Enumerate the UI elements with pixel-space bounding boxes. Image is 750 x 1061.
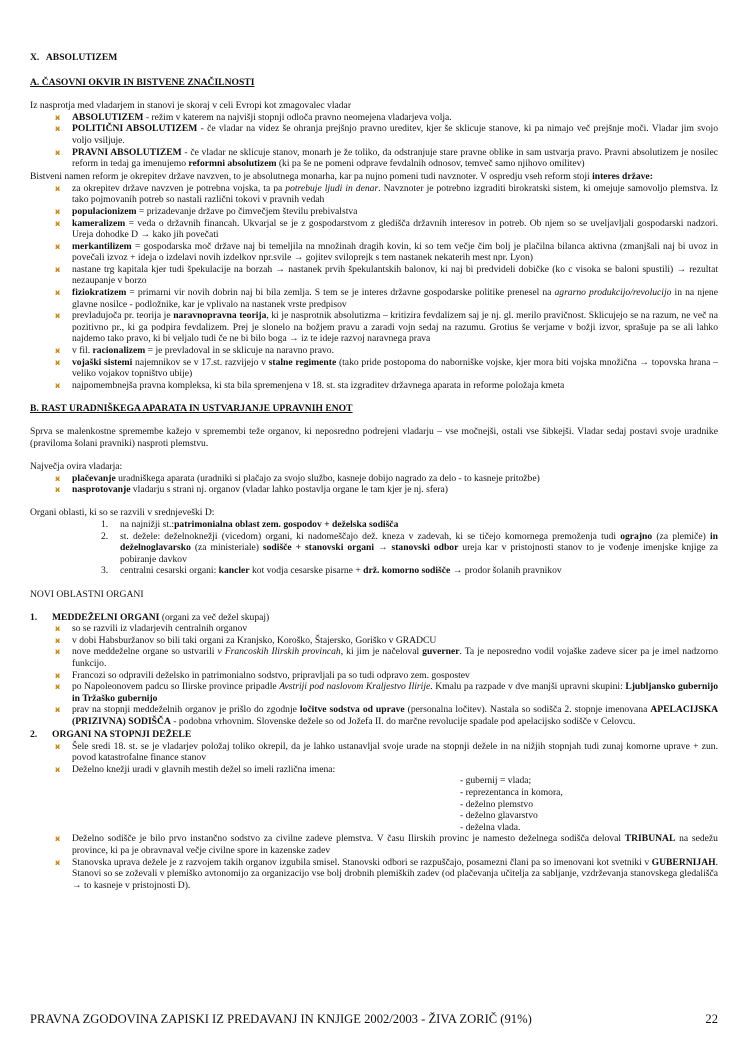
list-item — [55, 263, 718, 287]
bullet-icon: ӿ — [55, 346, 61, 356]
section-b-heading: B. RAST URADNIŠKEGA APARATA IN USTVARJANJE UPRAVNIH ENOT — [30, 403, 353, 414]
italic-text: agrarno produkcijo/revolucijo — [554, 287, 672, 299]
list-item-text — [72, 741, 718, 764]
office-name: - deželno glavarstvo — [460, 810, 538, 822]
bold-text: patrimonialna oblast zem. gospodov + deželska sodišča — [174, 518, 399, 530]
bullet-icon: ӿ — [55, 635, 61, 645]
list-item — [55, 205, 718, 218]
complexes-list — [30, 380, 718, 392]
list-item — [55, 356, 718, 380]
list-item-text — [72, 764, 335, 775]
text-run: centralni cesarski organi: — [120, 565, 219, 577]
organs-label — [30, 507, 718, 519]
list-item-text — [72, 670, 470, 681]
chapter-title — [30, 52, 718, 64]
item-number: 2. — [101, 530, 109, 542]
list-item — [55, 634, 718, 647]
bold-text: stalne regimente — [268, 356, 337, 368]
list-item — [55, 217, 718, 241]
list-item — [55, 345, 718, 357]
text-run: = primarni vir novih dobrin naj bi bila zemlja. S tem se je interes državne gospodarske politike prenesel na — [126, 287, 555, 299]
office-names-list — [30, 775, 718, 833]
text-run: = veda o državnih financah. Ukvarjal se je z gospodarstvom z gledišča državnih interesov in potreb. Ob njem so se uveljavljali gospodarski nadzori. Ureja dohodke D → kako jih povečati — [72, 217, 718, 241]
item-text — [120, 519, 398, 530]
list-item — [55, 669, 718, 682]
text-run: in na njene glavne nosilce - podložnike, kar je vplivalo na nastanek vrste predpisov — [72, 287, 718, 310]
text-run: Deželno sodišče je bilo prvo instančno sodstvo za civilne zadeve plemstva. V času Ilirskih provinc je namesto deželnega sodišča deloval — [72, 833, 625, 845]
bold-text: GUBERNIJAH — [651, 856, 716, 868]
list-item-text — [72, 287, 718, 310]
text-run: = gospodarska moč države naj bi temeljila na množinah dragih kovin, ki so tem večje čim bolj je plačilna bilanca aktivna (zmanjšali naj bi uvoz in povečali izvoz + ideja o izdelavi novih izdelkov npr.svile → gojitev sviloprejk s tem nastanek nekaterih mest npr. Lyon) — [72, 240, 718, 264]
text-run: → prodor šolanih pravnikov — [450, 565, 562, 577]
list-item-text — [72, 857, 718, 891]
bold-text: drž. komorno sodišče — [363, 565, 451, 577]
bullet-icon: ӿ — [55, 764, 61, 774]
bullet-icon: ӿ — [55, 624, 61, 634]
bullet-icon: ӿ — [55, 147, 61, 157]
list-item-text — [72, 264, 718, 287]
bold-text: plačevanje — [72, 472, 116, 484]
text-run: Največja ovira vladarja: — [30, 460, 123, 472]
list-item-text — [72, 112, 452, 123]
italic-text: potrebuje ljudi in denar — [285, 182, 379, 194]
text-run: (za ministeriale) — [190, 542, 263, 554]
bold-text: PRAVNI ABSOLUTIZEM — [72, 146, 182, 158]
text-run: . Kmalu pa razpade v dve manjši upravni skupini: — [430, 681, 626, 693]
text-run: (personalna ločitev). Nastala so sodišča 2. stopnje imenovana — [404, 704, 651, 716]
reform-aim — [30, 171, 718, 183]
bold-text: TRIBUNAL — [624, 833, 676, 845]
italic-text: Avstriji pod naslovom Kraljestvo Ilirije — [279, 681, 431, 693]
text-run: nastane trg kapitala kjer tudi špekulacije na borzah → nastanek prvih špekulantskih balonov, ki naj bi predvideli dobičke (ko c visoka se baloni spustili) → rezultat nezaupanje v borzo — [72, 263, 718, 287]
text-run: najemnikov se v 17.st. razvijejo v — [132, 356, 269, 368]
section-number: 1. — [30, 611, 38, 623]
numbered-item — [101, 565, 718, 577]
aim-list — [30, 183, 718, 206]
document-page — [30, 52, 718, 891]
italic-text: v Francoskih Ilirskih provincah — [217, 646, 341, 658]
text-run: v dobi Habsburžanov so bili taki organi za Kranjsko, Koroško, Štajersko, Goriško v GRADCU — [72, 634, 437, 646]
office-name: - gubernij = vlada; — [460, 775, 532, 787]
bullet-icon: ӿ — [55, 288, 61, 298]
list-item-text — [72, 380, 564, 391]
text-run: Šele sredi 18. st. se je vladarjev položaj toliko okrepil, da je lahko ustanavljal svoje urade na stopnji dežele in na nižjih stopnjah tudi zunaj komorne uprave + zun. povod katastrofalne finance stanov — [72, 740, 718, 764]
list-item — [55, 310, 718, 345]
bold-text: in deželnoglavarsko — [120, 530, 718, 554]
military-list — [30, 357, 718, 380]
bullet-icon: ӿ — [55, 183, 61, 193]
list-item-text — [72, 357, 718, 380]
item-text — [120, 565, 562, 576]
bold-text: fiziokratizem — [72, 287, 127, 299]
list-item-text — [72, 473, 540, 484]
bullet-icon: ӿ — [55, 206, 61, 216]
bold-text: nasprotovanje — [72, 484, 131, 496]
bullet-icon: ӿ — [55, 241, 61, 251]
bold-text: ograjno — [620, 530, 653, 542]
bold-text: racionalizem — [92, 345, 146, 357]
list-item — [55, 379, 718, 392]
bold-text: Ljubljansko gubernijo in Tržaško gubernijo — [72, 681, 718, 704]
list-item — [55, 856, 718, 892]
list-item-text — [72, 833, 718, 856]
list-item — [55, 111, 718, 124]
text-run: (ki pa še ne pomeni odprave fevdalnih odnosov, temveč samo njihovo omilitev) — [276, 158, 585, 170]
text-run: na najnižji st.: — [120, 518, 175, 530]
text-run: nove meddeželne organe so ustvarili — [72, 646, 218, 658]
section-a-heading: A. ČASOVNI OKVIR IN BISTVENE ZNAČILNOSTI — [30, 76, 255, 88]
text-run: - če vladar na videz še ohranja prejšnjo pravno ureditev, kjer še sklicuje stanove, ki pa nimajo več prejšnje moči. Vladar jim svojo voljo vsiljuje. — [72, 123, 718, 146]
list-item-text — [72, 218, 718, 241]
text-run: za okrepitev države navzven je potrebna vojska, ta pa — [72, 182, 286, 194]
page-number: 22 — [705, 1012, 718, 1026]
list-item-text — [72, 206, 357, 217]
bold-text: ločitve sodstva od uprave — [299, 704, 405, 716]
item-text — [120, 531, 718, 565]
footer-text: PRAVNA ZGODOVINA ZAPISKI IZ PREDAVANJ IN KNJIGE 2002/2003 - ŽIVA ZORIČ (91%) — [30, 1012, 532, 1026]
text-run: . Stanovi so se zoževali v plemiško avtonomijo za organizacijo vse bolj drobnih plemiških zadev (od plačevanja učitelja za sabljanje, vzdrževanja stanovskega gledališča → to kasneje v pristojnosti D). — [72, 856, 718, 891]
list-item-text — [72, 646, 718, 669]
text-run: = prizadevanje države po čimvečjem številu prebivalstva — [136, 205, 358, 217]
text-run: vladarju s strani nj. organov (vladar lahko postavlja organe le tam kjer je nj. sfera) — [130, 484, 448, 496]
list-item-text — [72, 635, 436, 646]
office-name: - reprezentanca in komora, — [460, 786, 563, 798]
list-item — [55, 833, 718, 856]
obstacles-list — [30, 473, 718, 496]
item-number: 3. — [101, 565, 109, 577]
list-item — [55, 763, 718, 776]
list-item-text — [72, 310, 718, 344]
section-a-intro — [30, 100, 718, 112]
text-run: - če vladar ne sklicuje stanov, monarh je že toliko, da odstranjuje stare pravne oblike in sam ustvarja pravo. Pravni absolutizem je nosilec reform in tedaj ga imenujemo — [72, 146, 718, 170]
bold-text: interes države: — [592, 171, 653, 183]
list-item-text — [72, 623, 247, 634]
bullet-icon: ӿ — [55, 311, 61, 321]
currents-list — [30, 206, 718, 310]
text-run: Francozi so odpravili deželsko in patrimonialno sodstvo, pripravljali pa so tudi odpravo zem. gospostev — [72, 669, 470, 681]
bold-text: populacionizem — [72, 205, 137, 217]
item-number: 1. — [101, 518, 109, 530]
list-item-text — [72, 484, 448, 495]
page-footer — [30, 1012, 718, 1027]
list-item-text — [72, 147, 718, 170]
text-run: najpomembnejša pravna kompleksa, ki sta bila spremenjena v 18. st. sta izgraditev državnega aparata in reforme položaja kmeta — [72, 379, 565, 391]
land-organs-list-b — [30, 833, 718, 891]
chapter-number: X. — [30, 52, 40, 63]
text-run: - podobna vrhovnim. Slovenske dežele so od Jožefa II. do marčne revolucije spadale pod apelacijsko sodišče v Celovcu. — [170, 716, 636, 728]
bullet-icon: ӿ — [55, 264, 61, 274]
bullet-icon: ӿ — [55, 473, 61, 483]
numbered-item — [101, 518, 718, 531]
bullet-icon: ӿ — [55, 834, 61, 844]
section-subtitle: (organi za več dežel skupaj) — [159, 611, 270, 623]
new-organs-heading: NOVI OBLASTNI ORGANI — [30, 588, 144, 600]
theory-list — [30, 310, 718, 356]
bullet-icon: ӿ — [55, 857, 61, 867]
bold-text: kameralizem — [72, 217, 126, 229]
list-item — [55, 484, 718, 496]
bold-text: naravnopravna teorija — [173, 310, 267, 322]
text-run: Stanovska uprava dežele je z razvojem takih organov izgubila smisel. Stanovski odbori se razpuščajo, posamezni člani pa so imenovani kot svetniki v — [72, 856, 652, 868]
bullet-icon: ӿ — [55, 670, 61, 680]
section-title: MEDDEŽELNI ORGANI — [52, 611, 160, 623]
list-item — [55, 623, 718, 635]
office-name: - deželna vlada. — [460, 821, 521, 833]
text-run: na sedežu province, ki pa je obravnaval večje civilne spore in kazenske zadev — [72, 833, 718, 856]
bold-text: sodišče + stanovski organi → stanovski odbor — [262, 542, 459, 554]
bold-text: ABSOLUTIZEM — [72, 111, 144, 123]
obstacle-label — [30, 461, 718, 473]
list-item-text — [72, 183, 718, 206]
text-run: st. dežele: deželnoknežji (vicedom) organi, ki nadomeščajo dež. kneza v zadevah, ki se tičejo komornega premoženja tudi — [120, 530, 621, 542]
definitions-list — [30, 112, 718, 170]
list-item — [55, 182, 718, 206]
text-run: ureja kar v pristojnosti stanov to je vođenje imenjske knjige za pobiranje davkov — [120, 542, 719, 565]
text-run: po Napoleonovem padcu so Ilirske province pripadle — [72, 681, 280, 693]
list-item — [55, 287, 718, 310]
text-run: , ki je nasprotnik absolutizma – kritizira fevdalizem saj je nj. gl. merilo pravičnost. Sklicujejo se na razum, ne več na pozitivno pr., ki ga podpira fevdalizem. Prej je slonelo na božjem pravu a zaradi vojn sedaj na razumu. Grotius še verjame v božji izvor, sprašuje pa se ali lahko najdemo tako pravo, ki bi veljalo tudi če ne bi bilo boga → iz te ideje razvoj naravnega prava — [72, 310, 718, 345]
bullet-icon: ӿ — [55, 647, 61, 657]
text-run: prav na stopnji meddeželnih organov je prišlo do zgodnje — [72, 704, 300, 716]
text-run: Organi oblasti, ki so se razvili v srednjeveški D: — [30, 507, 215, 519]
bold-text: vojaški sistemi — [72, 356, 133, 368]
list-item-text — [72, 704, 718, 727]
bullet-icon: ӿ — [55, 218, 61, 228]
bullet-icon: ӿ — [55, 741, 61, 751]
list-item — [55, 704, 719, 728]
list-item-text — [72, 345, 334, 356]
bold-text: merkantilizem — [72, 240, 132, 252]
numbered-item — [101, 530, 719, 566]
list-item — [55, 146, 718, 170]
list-item — [55, 240, 718, 264]
list-item — [55, 646, 718, 670]
section-title: ORGANI NA STOPNJI DEŽELE — [52, 729, 192, 741]
list-item-text — [72, 123, 718, 146]
text-run: (za plemiče) — [652, 530, 710, 542]
section-b-intro — [30, 426, 718, 449]
bullet-icon: ӿ — [55, 485, 61, 495]
bold-text: reformni absolutizem — [188, 158, 277, 170]
bold-text: POLITIČNI ABSOLUTIZEM — [72, 123, 198, 135]
list-item-text — [72, 681, 718, 704]
text-run: , ki jim je načeloval — [340, 646, 423, 658]
chapter-title-text: ABSOLUTIZEM — [45, 52, 118, 63]
text-run: = je prevladoval in se sklicuje na naravno pravo. — [145, 345, 334, 357]
bullet-icon: ӿ — [55, 682, 61, 692]
text-run: prevladujoča pr. teorija je — [72, 310, 174, 322]
text-run: - režim v katerem na najvišji stopnji odloča pravno neomejena vladarjeva volja. — [143, 111, 452, 123]
list-item — [55, 740, 718, 764]
interland-organs-list — [30, 623, 718, 727]
list-item — [55, 681, 718, 704]
text-run: kot vodja cesarske pisarne + — [249, 565, 364, 577]
section-number: 2. — [30, 729, 38, 741]
text-run: uradniškega aparata (uradniki si plačajo za svojo službo, kasneje dobijo nagrado za delo - to kasneje pritožbe) — [115, 472, 540, 484]
bullet-icon: ӿ — [55, 380, 61, 390]
bold-text: kancler — [218, 565, 250, 577]
list-item — [55, 123, 718, 146]
bold-text: guverner — [422, 646, 460, 658]
interland-organs-heading — [30, 612, 718, 624]
text-run: (tako pride postopoma do naborniške vojske, kjer mora biti vojska množična → topovska hrana – veliko vojakov topništvo ubije) — [72, 356, 718, 380]
office-name: - deželno plemstvo — [460, 798, 533, 810]
land-organs-list-a — [30, 741, 718, 776]
text-run: . Ta je neposredno vodil vojaške zadeve sicer pa je imel nadzorno funkcijo. — [72, 646, 718, 670]
text-run: Sprva se malenkostne spremembe kažejo v spremembi teže organov, ki neposredno podrejeni vladarju – vse močnejši, ostali vse šibkejši. Vladar sedaj postavi svoje uradnike (praviloma šolani pravniki) nasproti plemstvu. — [30, 426, 718, 449]
bullet-icon: ӿ — [55, 705, 61, 715]
organs-list — [30, 519, 718, 577]
list-item-text — [72, 241, 718, 264]
list-item — [55, 472, 718, 485]
text-run: Bistveni namen reform je okrepitev države navzven, to je absolutnega monarha, kar pa nujno pomeni tudi navznoter. V ospredju vseh reform stoji — [30, 171, 593, 183]
text-run: v fil. — [72, 345, 93, 357]
land-organs-heading — [30, 729, 718, 741]
text-run: Deželno knežji uradi v glavnih mestih dežel so imeli različna imena: — [72, 763, 336, 775]
text-run: Iz nasprotja med vladarjem in stanovi je skoraj v celi Evropi kot zmagovalec vladar — [30, 100, 352, 112]
bullet-icon: ӿ — [55, 124, 61, 134]
bold-text: APELACIJSKA (PRIZIVNA) SODIŠČA — [72, 704, 719, 728]
bullet-icon: ӿ — [55, 112, 61, 122]
bullet-icon: ӿ — [55, 357, 61, 367]
text-run: so se razvili iz vladarjevih centralnih organov — [72, 623, 248, 635]
text-run: . Navznoter je potrebno izgraditi birokratski sistem, ki omejuje samovoljo plemstva. Iz tako pojmovanih potreb so nastali različni tokovi v pravnih vedah — [72, 182, 718, 206]
